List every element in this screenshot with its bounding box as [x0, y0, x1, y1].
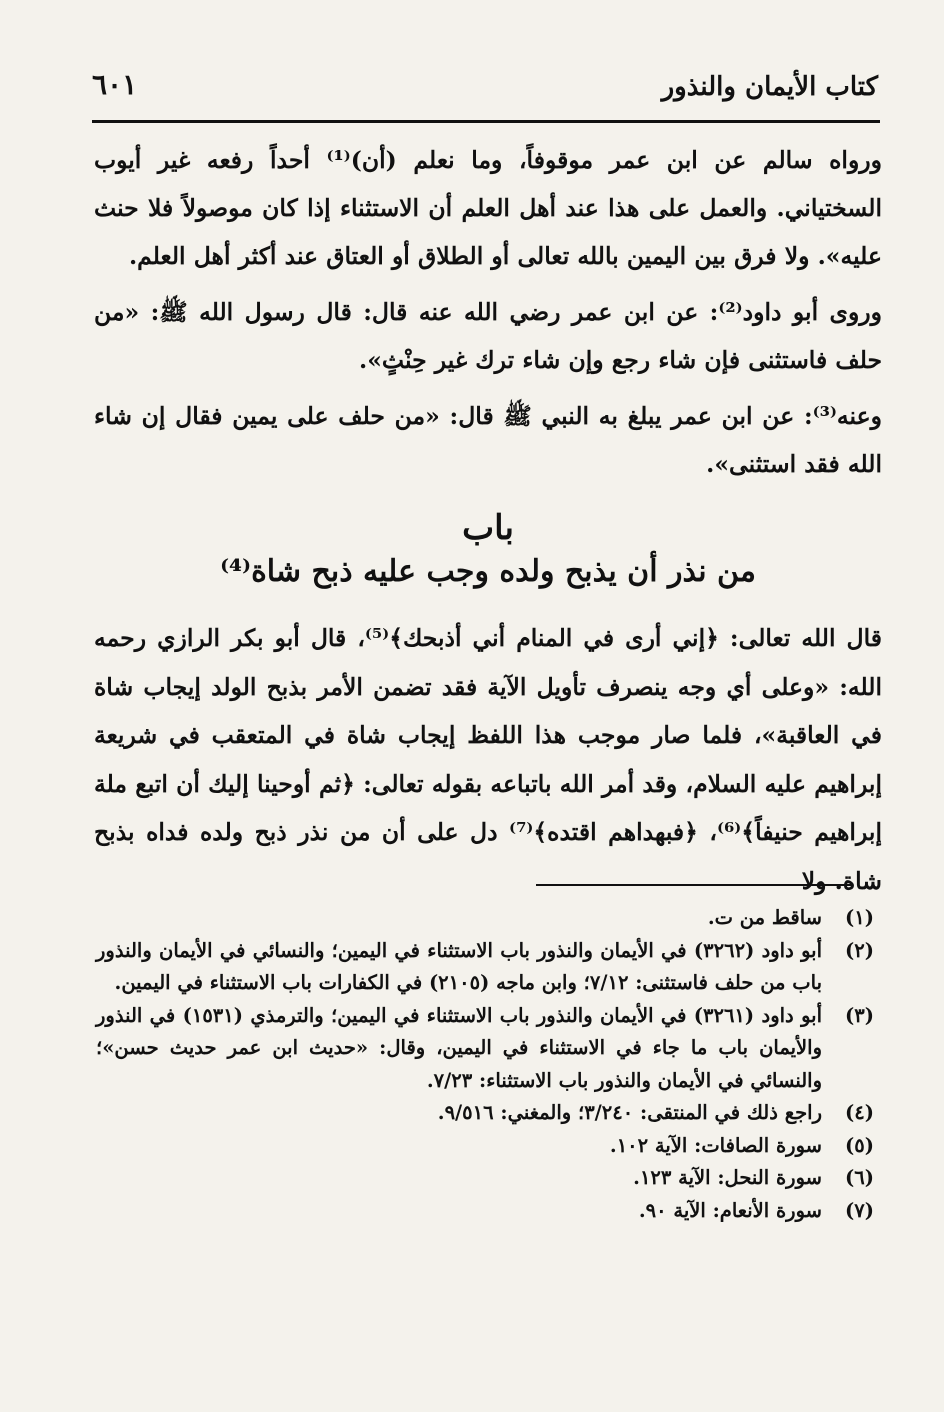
footnote-number: (٥): [845, 1133, 874, 1157]
footnote-number: (١): [845, 906, 874, 929]
section-label: باب: [462, 508, 514, 548]
section-title: من نذر أن يذبح ولده وجب عليه ذبح شاة⁽⁴⁾: [220, 554, 756, 589]
paragraph: ورواه سالم عن ابن عمر موقوفاً، وما نعلم (أن)⁽¹⁾ أحداً رفعه غير أيوب السختياني. والعمل على هذا عند أهل العلم أن الاستثناء إذا كان موصولاً فلا حنث عليه». ولا فرق بين اليمين بالله تعالى أو الطلاق أو العتاق عند أكثر أهل العلم.: [94, 146, 882, 270]
footnote-text: سورة الأنعام: الآية ٩٠.: [638, 1198, 822, 1222]
footnote-text: سورة الصافات: الآية ١٠٢.: [609, 1133, 822, 1157]
footnote: [96, 1130, 874, 1163]
footnote: [96, 902, 874, 935]
footnote-text: أبو داود (٣٢٦٢) في الأيمان والنذور باب الاستثناء في اليمين؛ والنسائي في الأيمان والنذور باب من حلف فاستثنى: ٧/١٢؛ وابن ماجه (٢١٠٥) في الكفارات باب الاستثناء في اليمين.: [96, 938, 822, 994]
footnote: [96, 935, 874, 1000]
page-number: ٦٠١: [92, 68, 138, 101]
paragraph: قال الله تعالى: ﴿إني أرى في المنام أني أذبحك﴾⁽⁵⁾، قال أبو بكر الرازي رحمه الله: «وعلى أي وجه ينصرف تأويل الآية فقد تضمن الأمر بذبح الولد إيجاب شاة في العاقبة»، فلما صار موجب هذا اللفظ إيجاب شاة في المتعقب في شريعة إبراهيم عليه السلام، وقد أمر الله باتباعه بقوله تعالى: ﴿ثم أوحينا إليك أن اتبع ملة إبراهيم حنيفاً﴾⁽⁶⁾، ﴿فبهداهم اقتده﴾⁽⁷⁾ دل على أن من نذر ذبح ولده فداه بذبح شاة. ولا: [94, 624, 882, 895]
paragraph: وعنه⁽³⁾: عن ابن عمر يبلغ به النبي ﷺ قال: «من حلف على يمين فقال إن شاء الله فقد استثنى».: [94, 402, 882, 478]
running-title: كتاب الأيمان والنذور: [661, 72, 878, 102]
footnote: [96, 1162, 874, 1195]
page-header: [92, 64, 878, 120]
footnote: [96, 1195, 874, 1228]
footnote-number: (٧): [845, 1198, 874, 1222]
footnote: [96, 1097, 874, 1130]
main-text-bottom: [94, 614, 882, 906]
footnote-text: أبو داود (٣٢٦١) في الأيمان والنذور باب الاستثناء في اليمين؛ والترمذي (١٥٣١) في النذور والأيمان باب ما جاء في الاستثناء في اليمين، وقال: «حديث ابن عمر حديث حسن»؛ والنسائي في الأيمان والنذور باب الاستثناء: ٧/٢٣.: [96, 1003, 822, 1092]
paragraph: وروى أبو داود⁽²⁾: عن ابن عمر رضي الله عنه قال: قال رسول الله ﷺ: «من حلف فاستثنى فإن شاء رجع وإن شاء ترك غير حِنْثٍ».: [94, 298, 882, 374]
footnote-rule: [536, 884, 852, 886]
footnote-text: راجع ذلك في المنتقى: ٣/٢٤٠؛ والمغني: ٩/٥١٦.: [437, 1101, 822, 1124]
footnote-number: (٣): [845, 1003, 874, 1027]
footnote-number: (٤): [845, 1101, 874, 1124]
footnotes: [96, 902, 874, 1227]
main-text-top: [94, 136, 882, 488]
footnote-number: (٢): [845, 938, 874, 962]
footnote-text: سورة النحل: الآية ١٢٣.: [633, 1166, 822, 1189]
header-rule: [92, 120, 880, 123]
footnote: [96, 1000, 874, 1098]
footnote-number: (٦): [845, 1166, 874, 1189]
footnote-text: ساقط من ت.: [707, 906, 822, 929]
